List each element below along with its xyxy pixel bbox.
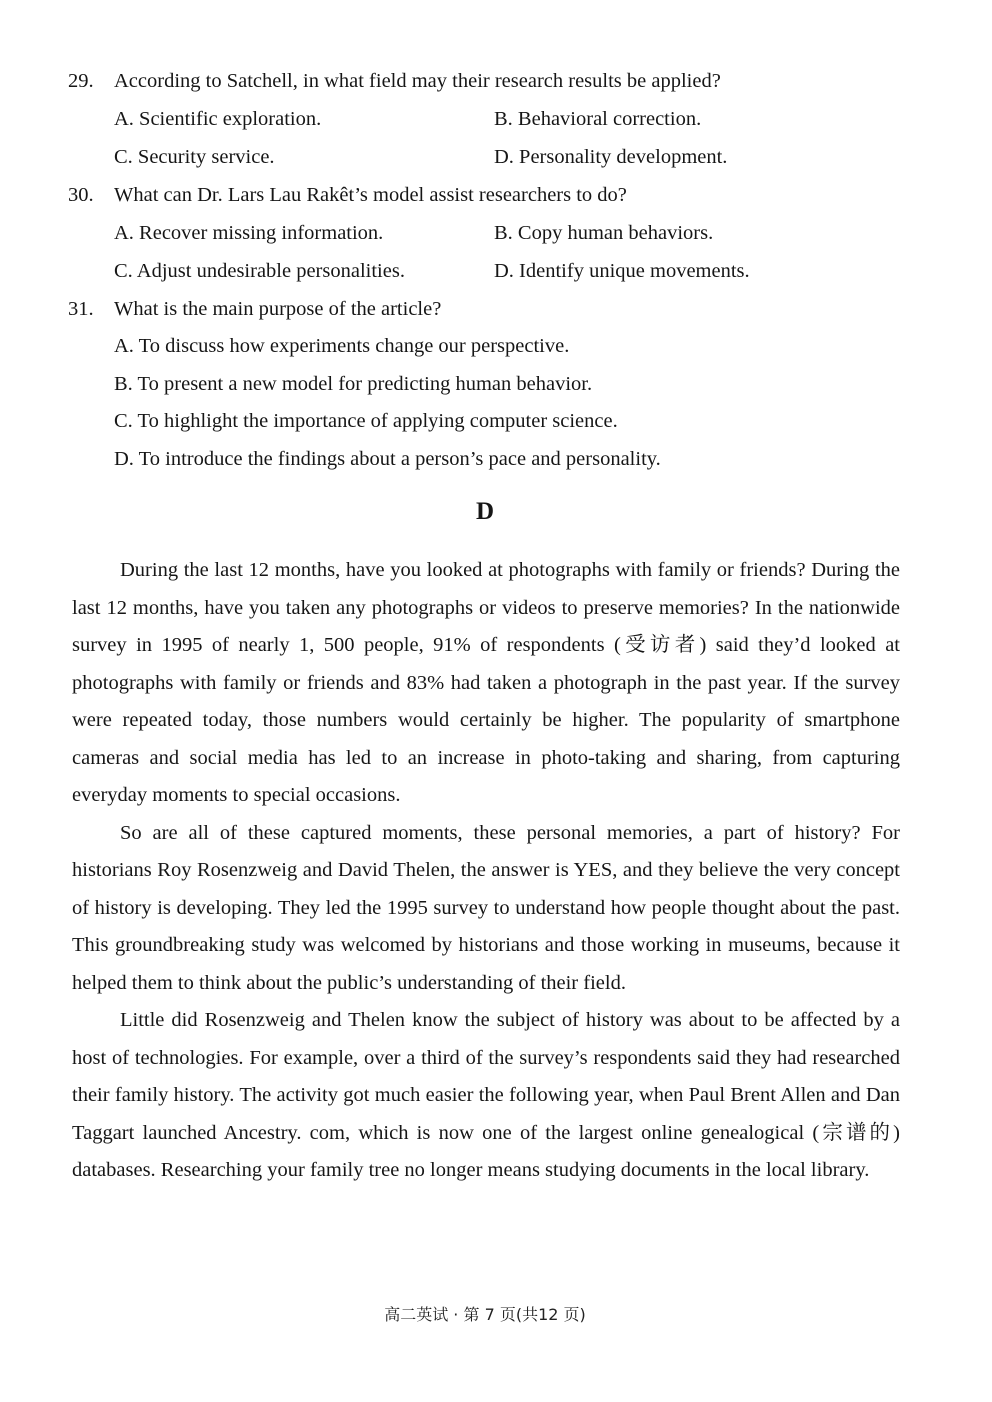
option-b: B. Copy human behaviors. bbox=[494, 222, 714, 244]
option-d: D. To introduce the findings about a person’s pace and personality. bbox=[114, 447, 661, 470]
question-text: According to Satchell, in what field may their research results be applied? bbox=[114, 70, 721, 92]
option-d: D. Identify unique movements. bbox=[494, 260, 750, 282]
option-d: D. Personality development. bbox=[494, 146, 728, 168]
option-row bbox=[68, 100, 928, 138]
reading-passage bbox=[72, 552, 900, 1190]
option-b: B. Behavioral correction. bbox=[494, 108, 702, 130]
section-title: D bbox=[475, 498, 495, 525]
page-footer: 高二英试 · 第 7 页(共12 页) bbox=[384, 1305, 586, 1324]
option-c: C. Adjust undesirable personalities. bbox=[114, 260, 405, 282]
question-31 bbox=[68, 290, 928, 478]
question-stem bbox=[68, 62, 928, 100]
passage-paragraph-2: So are all of these captured moments, these personal memories, a part of history? For historians Roy Rosenzweig and David Thelen, the answer is YES, and they believe the very concept of history is developing. They led the 1995 survey to understand how people thought about the past. This groundbreaking study was welcomed by historians and those working in museums, because it helped them to think about the public’s understanding of their field. bbox=[72, 821, 900, 994]
question-stem bbox=[68, 290, 928, 328]
question-number: 30. bbox=[68, 184, 94, 206]
question-stem bbox=[68, 176, 928, 214]
passage-paragraph-1: During the last 12 months, have you looked at photographs with family or friends? During the last 12 months, have you taken any photographs or videos to preserve memories? In the nationwide survey in 1995 of nearly 1, 500 people, 91% of respondents (受访者) said they’d looked at photographs with family or friends and 83% had taken a photograph in the past year. If the survey were repeated today, those numbers would certainly be higher. The popularity of smartphone cameras and social media has led to an increase in photo-taking and sharing, from capturing everyday moments to special occasions. bbox=[72, 559, 900, 806]
option-a: A. Scientific exploration. bbox=[114, 108, 322, 130]
option-a: A. Recover missing information. bbox=[114, 222, 384, 244]
option-row bbox=[68, 214, 928, 252]
question-number: 29. bbox=[68, 70, 94, 92]
passage-paragraph-3: Little did Rosenzweig and Thelen know the subject of history was about to be affected by a host of technologies. For example, over a third of the survey’s respondents said they had researched their family history. The activity got much easier the following year, when Paul Brent Allen and Dan Taggart launched Ancestry. com, which is now one of the largest online genealogical (宗谱的) databases. Researching your family tree no longer means studying documents in the local library. bbox=[72, 1009, 900, 1181]
option-row bbox=[68, 252, 928, 290]
question-29 bbox=[68, 62, 928, 176]
question-text: What is the main purpose of the article? bbox=[114, 298, 442, 320]
question-number: 31. bbox=[68, 298, 94, 320]
option-a: A. To discuss how experiments change our perspective. bbox=[114, 335, 570, 357]
question-30 bbox=[68, 176, 928, 290]
option-b: B. To present a new model for predicting human behavior. bbox=[114, 372, 593, 395]
option-row bbox=[68, 138, 928, 176]
option-c: C. To highlight the importance of applying computer science. bbox=[114, 410, 618, 432]
option-c: C. Security service. bbox=[114, 146, 275, 168]
question-text: What can Dr. Lars Lau Rakêt’s model assist researchers to do? bbox=[114, 184, 627, 206]
